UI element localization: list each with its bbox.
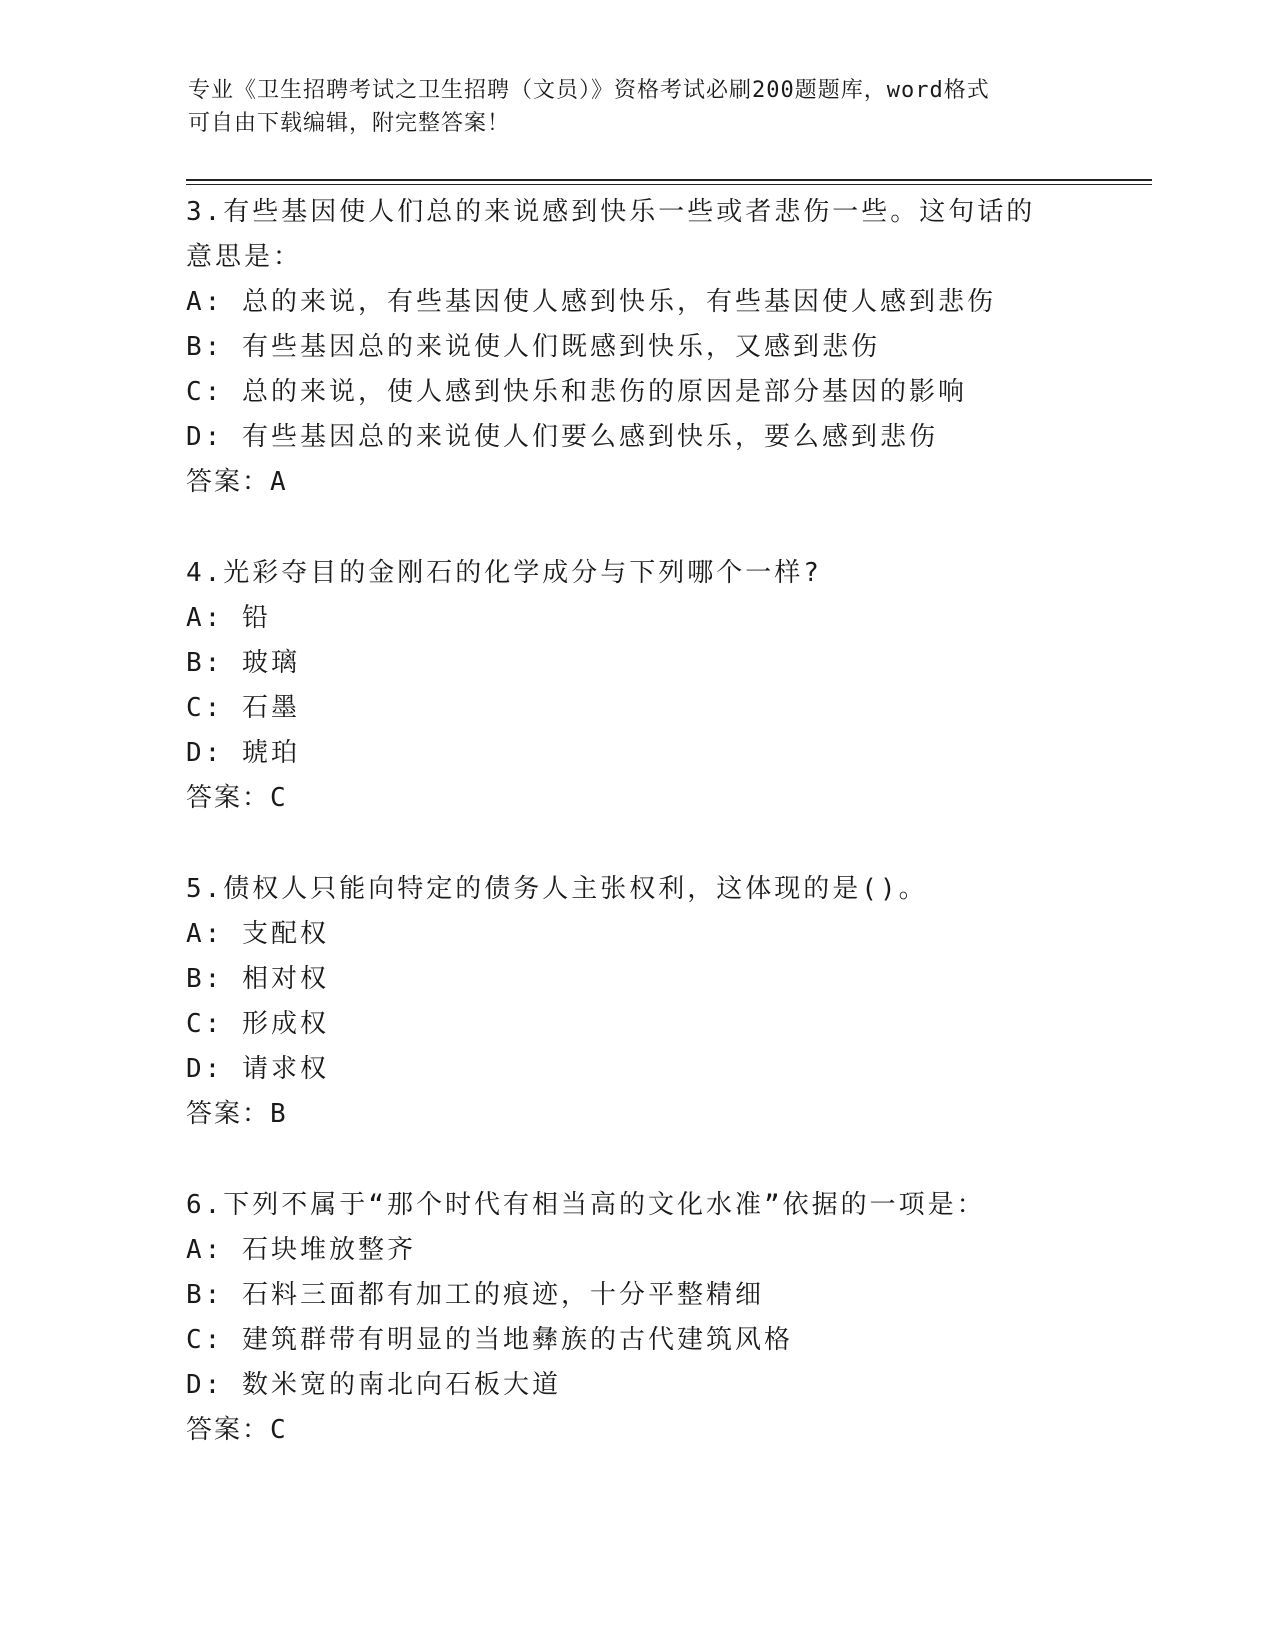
header-rule-thin bbox=[186, 184, 1152, 185]
option-d: D: 有些基因总的来说使人们要么感到快乐，要么感到悲伤 bbox=[186, 422, 938, 452]
option-a: A: 石块堆放整齐 bbox=[186, 1235, 416, 1265]
document-header bbox=[188, 74, 1068, 140]
option-b: B: 玻璃 bbox=[186, 648, 300, 678]
option-c: C: 总的来说，使人感到快乐和悲伤的原因是部分基因的影响 bbox=[186, 377, 967, 407]
option-c: C: 建筑群带有明显的当地彝族的古代建筑风格 bbox=[186, 1325, 793, 1355]
question-3 bbox=[186, 190, 1086, 505]
header-line-1: 专业《卫生招聘考试之卫生招聘（文员）》资格考试必刷200题题库，word格式 bbox=[188, 78, 990, 103]
answer: 答案：C bbox=[186, 783, 288, 813]
answer: 答案：C bbox=[186, 1415, 288, 1445]
option-a: A: 支配权 bbox=[186, 919, 329, 949]
question-text: 5.债权人只能向特定的债务人主张权利，这体现的是()。 bbox=[186, 874, 928, 904]
question-text: 3.有些基因使人们总的来说感到快乐一些或者悲伤一些。这句话的意思是： bbox=[186, 197, 1036, 272]
option-d: D: 数米宽的南北向石板大道 bbox=[186, 1370, 561, 1400]
option-b: B: 相对权 bbox=[186, 964, 329, 994]
question-text: 4.光彩夺目的金刚石的化学成分与下列哪个一样? bbox=[186, 558, 822, 588]
question-5 bbox=[186, 867, 1086, 1137]
option-d: D: 请求权 bbox=[186, 1054, 329, 1084]
option-b: B: 石料三面都有加工的痕迹，十分平整精细 bbox=[186, 1280, 764, 1310]
option-c: C: 形成权 bbox=[186, 1009, 329, 1039]
option-a: A: 总的来说，有些基因使人感到快乐，有些基因使人感到悲伤 bbox=[186, 287, 996, 317]
option-a: A: 铅 bbox=[186, 603, 271, 633]
header-line-2: 可自由下载编辑，附完整答案！ bbox=[188, 111, 511, 136]
question-6 bbox=[186, 1183, 1086, 1453]
question-text: 6.下列不属于“那个时代有相当高的文化水准”依据的一项是： bbox=[186, 1190, 986, 1220]
question-4 bbox=[186, 551, 1086, 821]
answer: 答案：A bbox=[186, 467, 288, 497]
option-d: D: 琥珀 bbox=[186, 738, 300, 768]
answer: 答案：B bbox=[186, 1099, 288, 1129]
option-b: B: 有些基因总的来说使人们既感到快乐，又感到悲伤 bbox=[186, 332, 880, 362]
option-c: C: 石墨 bbox=[186, 693, 300, 723]
question-list bbox=[186, 190, 1086, 1499]
header-rule-thick bbox=[186, 179, 1152, 181]
